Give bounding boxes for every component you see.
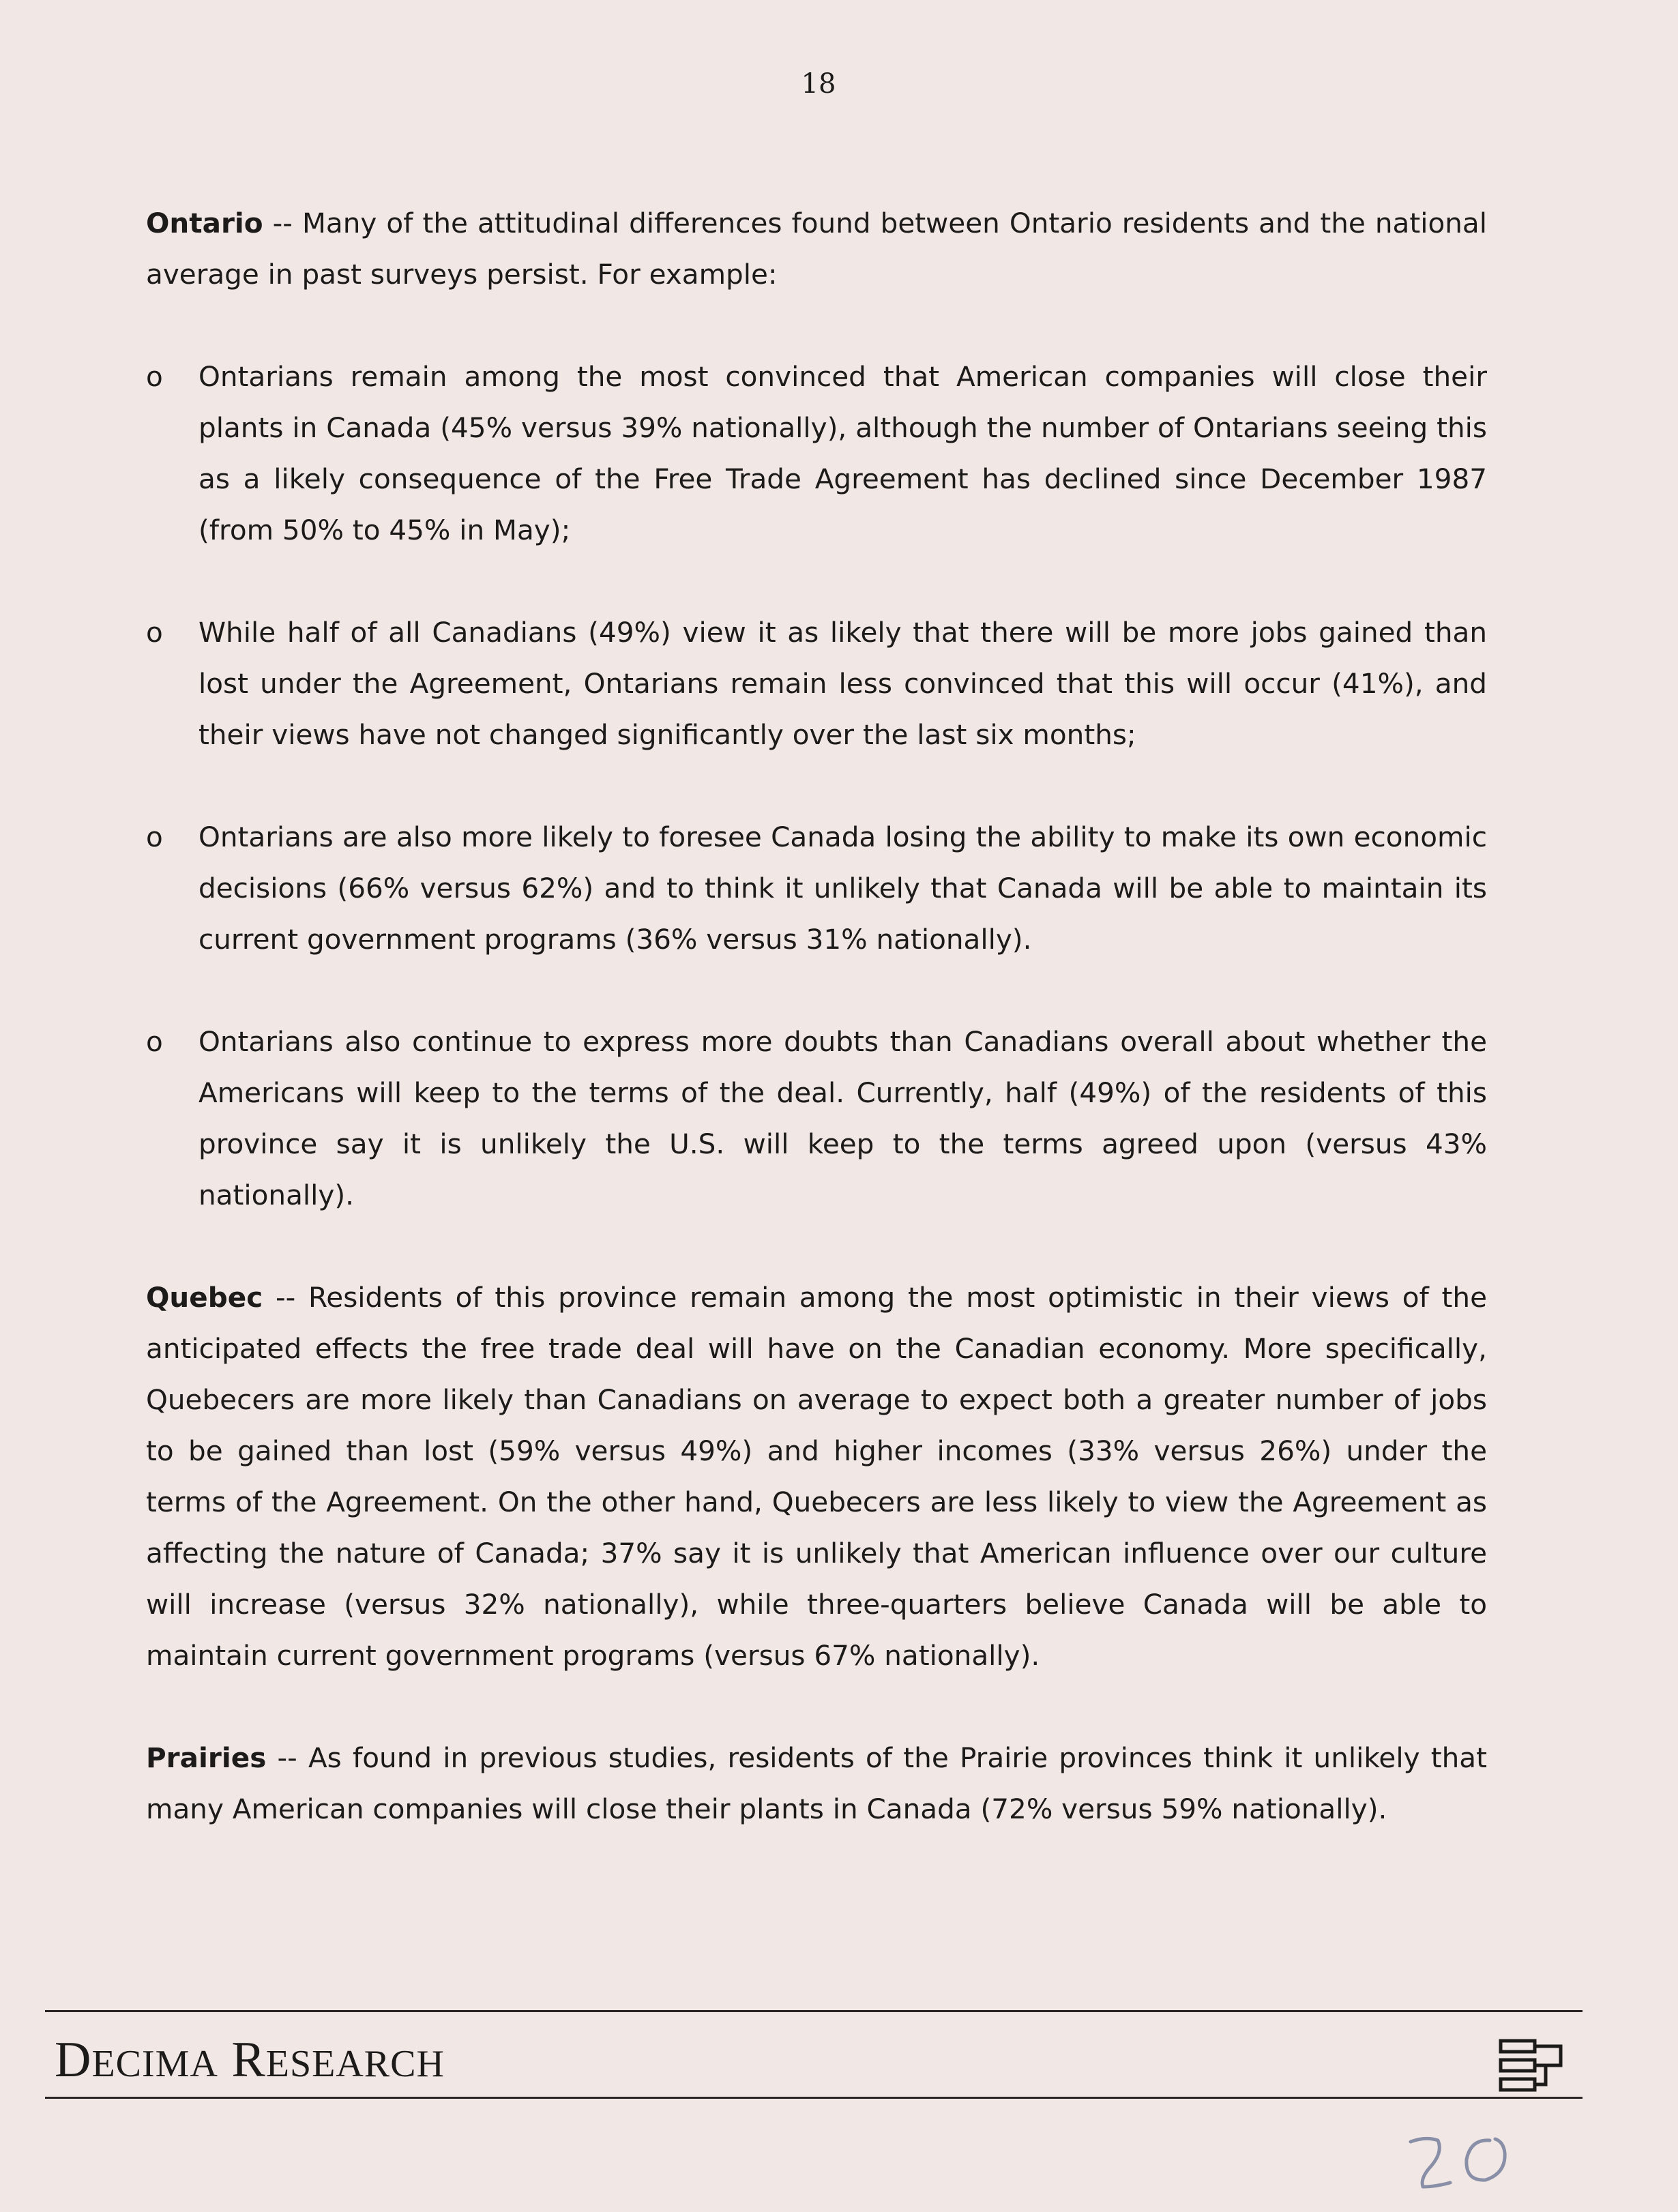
- prairies-paragraph: [146, 1732, 1487, 1835]
- list-item: [146, 351, 1487, 556]
- prairies-heading: Prairies: [146, 1741, 267, 1774]
- footer-brand-name: DECIMA RESEARCH: [55, 2032, 445, 2088]
- quebec-text: -- Residents of this province remain among the most optimistic in their views of the anticipated effects the free trade deal will have on the Canadian economy. More specifically, Quebecers are more likely than Canadians on average to expect both a greater number of jobs to be gained than lost (59% versus 49%) and higher incomes (33% versus 26%) under the terms of the Agreement. On the other hand, Quebecers are less likely to view the Agreement as affecting the nature of Canada; 37% say it is unlikely that American influence over our culture will increase (versus 32% nationally), while three-quarters believe Canada will be able to maintain current government programs (versus 67% nationally).: [146, 1281, 1487, 1672]
- footer-top-divider: [45, 2010, 1583, 2012]
- list-item: [146, 607, 1487, 761]
- bullet-marker: o: [146, 821, 163, 853]
- bullet-text: Ontarians remain among the most convinced that American companies will close their plants in Canada (45% versus 39% nationally), although the number of Ontarians seeing this as a likely consequence of the Free Trade Agreement has declined since December 1987 (from 50% to 45% in May);: [198, 360, 1487, 546]
- bullet-text: While half of all Canadians (49%) view it as likely that there will be more jobs gained than lost under the Agreement, Ontarians remain less convinced that this will occur (41%), and their views have not changed significantly over the last six months;: [198, 616, 1487, 751]
- footer-bottom-divider: [45, 2097, 1583, 2099]
- bullet-text: Ontarians also continue to express more doubts than Canadians overall about whether the Americans will keep to the terms of the deal. Currently, half (49%) of the residents of this province say it is unlikely the U.S. will keep to the terms agreed upon (versus 43% nationally).: [198, 1025, 1487, 1211]
- decima-stacked-logo-icon: [1498, 2038, 1563, 2093]
- ontario-intro-paragraph: [146, 198, 1487, 300]
- quebec-heading: Quebec: [146, 1281, 263, 1314]
- list-item: [146, 812, 1487, 965]
- ontario-intro-text: -- Many of the attitudinal differences found between Ontario residents and the national average in past surveys persist. For example:: [146, 207, 1487, 291]
- bullet-marker: o: [146, 1025, 163, 1058]
- bullet-text: Ontarians are also more likely to foresee Canada losing the ability to make its own economic decisions (66% versus 62%) and to think it unlikely that Canada will be able to maintain its current government programs (36% versus 31% nationally).: [198, 821, 1487, 956]
- ontario-heading: Ontario: [146, 207, 263, 239]
- prairies-text: -- As found in previous studies, residents of the Prairie provinces think it unlikely that many American companies will close their plants in Canada (72% versus 59% nationally).: [146, 1741, 1487, 1825]
- handwritten-page-number: [1405, 2132, 1521, 2194]
- bullet-marker: o: [146, 616, 163, 649]
- page-number: 18: [801, 68, 836, 100]
- list-item: [146, 1016, 1487, 1221]
- document-body: [146, 198, 1487, 1886]
- bullet-marker: o: [146, 360, 163, 393]
- ontario-bullet-list: [146, 351, 1487, 1221]
- quebec-paragraph: [146, 1272, 1487, 1681]
